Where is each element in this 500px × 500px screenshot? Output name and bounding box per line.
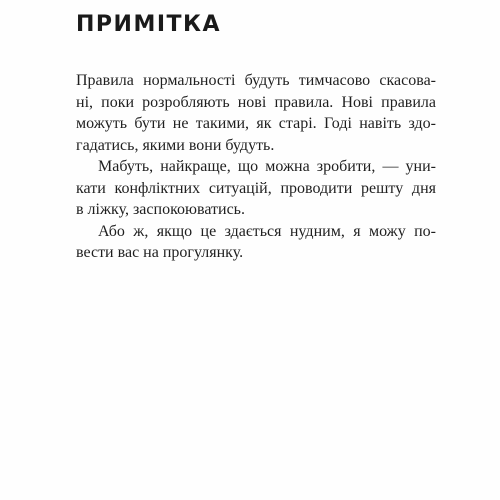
text-line: вести вас на прогулянку.: [76, 244, 244, 261]
page-heading: ПРИМІТКА: [76, 12, 222, 37]
text-line: в ліжку, заспокоюватись.: [76, 201, 245, 218]
text-line: Або ж, якщо це здається нудним, я можу по-: [98, 222, 436, 240]
text-line: можуть бути не такими, як старі. Годі навіть здо-: [76, 115, 436, 132]
text-line: ні, поки розробляють нові правила. Нові правила: [76, 93, 436, 111]
text-line: кати конфліктних ситуацій, проводити решту дня: [76, 179, 436, 197]
text-line: Правила нормальності будуть тимчасово скасова-: [76, 72, 436, 89]
body-text: [76, 70, 436, 264]
text-line: Мабуть, найкраще, що можна зробити, — уни-: [98, 158, 436, 175]
text-line: гадатись, якими вони будуть.: [76, 136, 275, 154]
